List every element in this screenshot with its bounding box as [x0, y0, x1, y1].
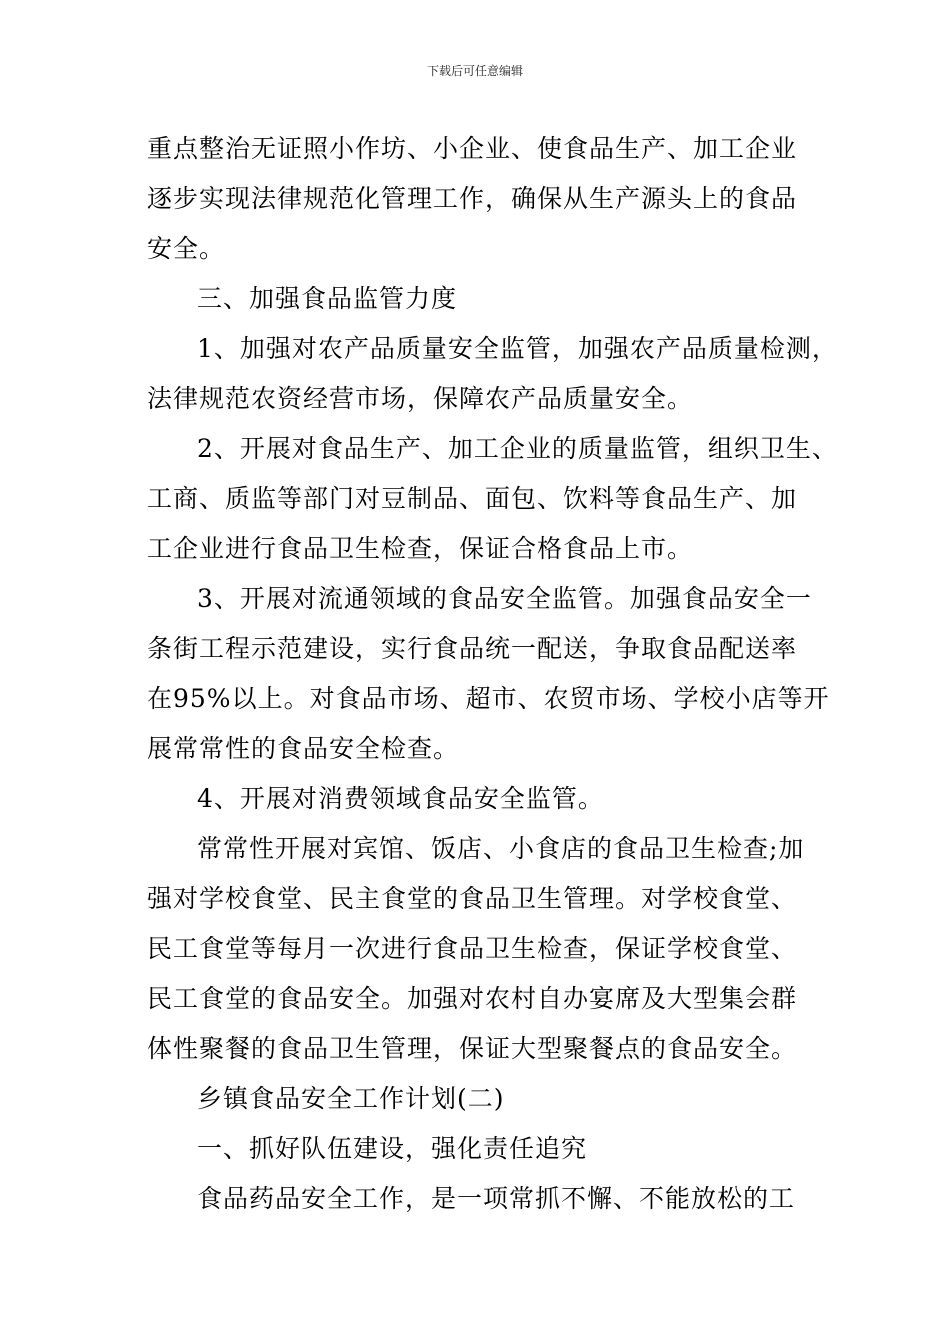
body-line: 强对学校食堂、民主食堂的食品卫生管理。对学校食堂、: [147, 884, 798, 913]
body-line: 逐步实现法律规范化管理工作，确保从生产源头上的食品: [147, 184, 798, 213]
body-line: 工企业进行食品卫生检查，保证合格食品上市。: [147, 534, 694, 563]
body-line: 体性聚餐的食品卫生管理，保证大型聚餐点的食品安全。: [147, 1034, 798, 1063]
body-line: 在95%以上。对食品市场、超市、农贸市场、学校小店等开: [147, 684, 830, 713]
body-line: 3、开展对流通领域的食品安全监管。加强食品安全一: [197, 584, 812, 613]
document-subtitle: 乡镇食品安全工作计划(二): [197, 1084, 505, 1113]
section-heading: 一、抓好队伍建设，强化责任追究: [197, 1134, 588, 1163]
body-line: 展常常性的食品安全检查。: [147, 734, 460, 763]
body-line: 民工食堂的食品安全。加强对农村自办宴席及大型集会群: [147, 984, 798, 1013]
body-line: 条街工程示范建设，实行食品统一配送，争取食品配送率: [147, 634, 798, 663]
body-line: 法律规范农资经营市场，保障农产品质量安全。: [147, 384, 694, 413]
section-heading: 三、加强食品监管力度: [197, 284, 458, 313]
body-line: 常常性开展对宾馆、饭店、小食店的食品卫生检查;加: [197, 834, 805, 863]
page-header-note: 下载后可任意编辑: [426, 64, 523, 78]
body-line: 安全。: [147, 234, 226, 263]
body-line: 4、开展对消费领域食品安全监管。: [197, 784, 604, 813]
body-line: 食品药品安全工作，是一项常抓不懈、不能放松的工: [197, 1184, 796, 1213]
body-line: 1、加强对农产品质量安全监管，加强农产品质量检测，: [197, 334, 838, 363]
body-line: 工商、质监等部门对豆制品、面包、饮料等食品生产、加: [147, 484, 798, 513]
body-line: 2、开展对食品生产、加工企业的质量监管，组织卫生、: [197, 434, 838, 463]
body-line: 民工食堂等每月一次进行食品卫生检查，保证学校食堂、: [147, 934, 798, 963]
body-line: 重点整治无证照小作坊、小企业、使食品生产、加工企业: [147, 134, 798, 163]
